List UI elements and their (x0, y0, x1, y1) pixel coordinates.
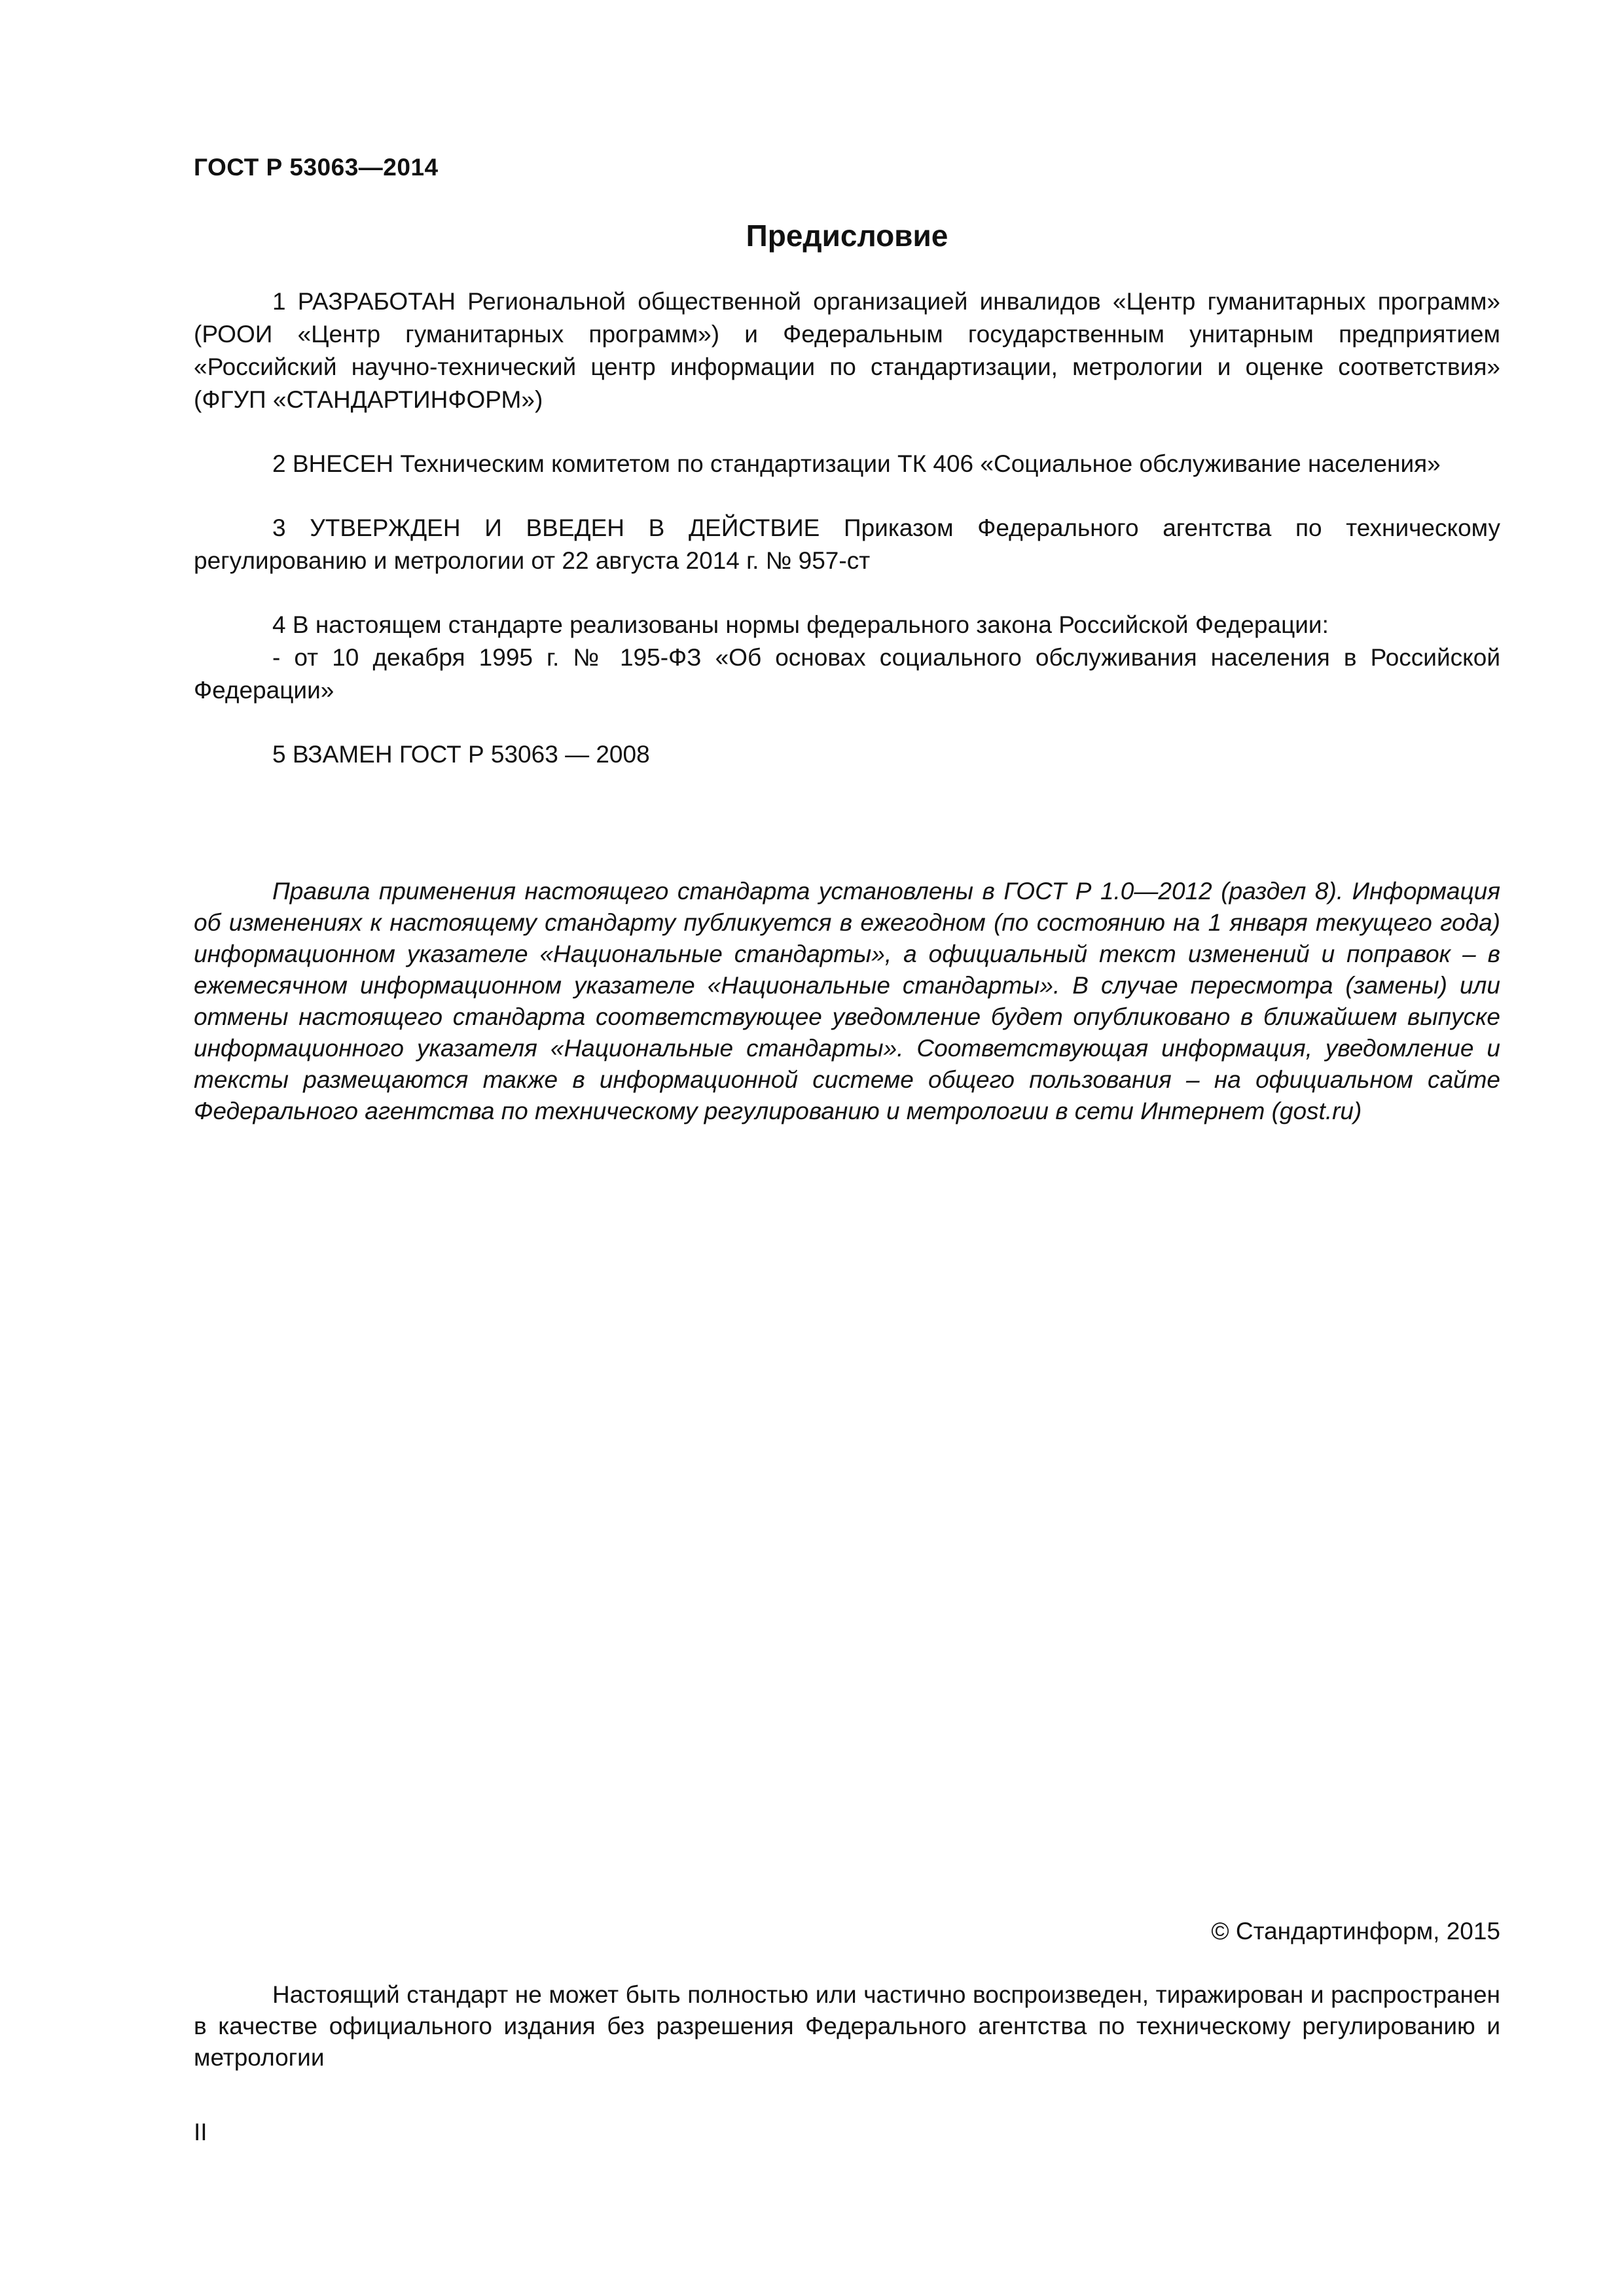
page-title: Предисловие (746, 219, 948, 253)
application-rules-note: Правила применения настоящего стандарта установлены в ГОСТ Р 1.0—2012 (раздел 8). Информация об изменениях к настоящему стандарту публикуется в ежегодном (по состоянию на 1 января текущего года) информационном указателе «Национальные стандарты», а официальный текст изменений и поправок – в ежемесячном информационном указателе «Национальные стандарты». В случае пересмотра (замены) или отмены настоящего стандарта соответствующее уведомление будет опубликовано в ближайшем выпуске информационного указателя «Национальные стандарты». Соответствующая информация, уведомление и тексты размещаются также в информационной системе общего пользования – на официальном сайте Федерального агентства по техническому регулированию и метрологии в сети Интернет (gost.ru) (194, 878, 1500, 1124)
document-code: ГОСТ Р 53063—2014 (194, 154, 439, 181)
reproduction-notice: Настоящий стандарт не может быть полностью или частично воспроизведен, тиражирован и распространен в качестве официального издания без разрешения Федерального агентства по техническому регулированию и метрологии (194, 1981, 1500, 2071)
foreword-body (194, 285, 1500, 802)
paragraph-introduced: 2 ВНЕСЕН Техническим комитетом по стандартизации ТК 406 «Социальное обслуживание населения» (272, 450, 1441, 477)
paragraph-law-item: - от 10 декабря 1995 г. № 195-ФЗ «Об основах социального обслуживания населения в Российской Федерации» (194, 644, 1500, 704)
paragraph-laws: 4 В настоящем стандарте реализованы нормы федерального закона Российской Федерации: (272, 611, 1329, 638)
paragraph-developed: 1 РАЗРАБОТАН Региональной общественной организацией инвалидов «Центр гуманитарных программ» (РООИ «Центр гуманитарных программ») и Федеральным государственным унитарным предприятием «Российский научно-технический центр информации по стандартизации, метрологии и оценке соответствия» (ФГУП «СТАНДАРТИНФОРМ») (194, 288, 1500, 413)
paragraph-approved: 3 УТВЕРЖДЕН И ВВЕДЕН В ДЕЙСТВИЕ Приказом Федерального агентства по техническому регулированию и метрологии от 22 августа 2014 г. № 957-ст (194, 514, 1500, 574)
page-number: II (194, 2119, 208, 2145)
copyright-line: © Стандартинформ, 2015 (1211, 1918, 1500, 1945)
paragraph-replaces: 5 ВЗАМЕН ГОСТ Р 53063 — 2008 (272, 741, 650, 768)
